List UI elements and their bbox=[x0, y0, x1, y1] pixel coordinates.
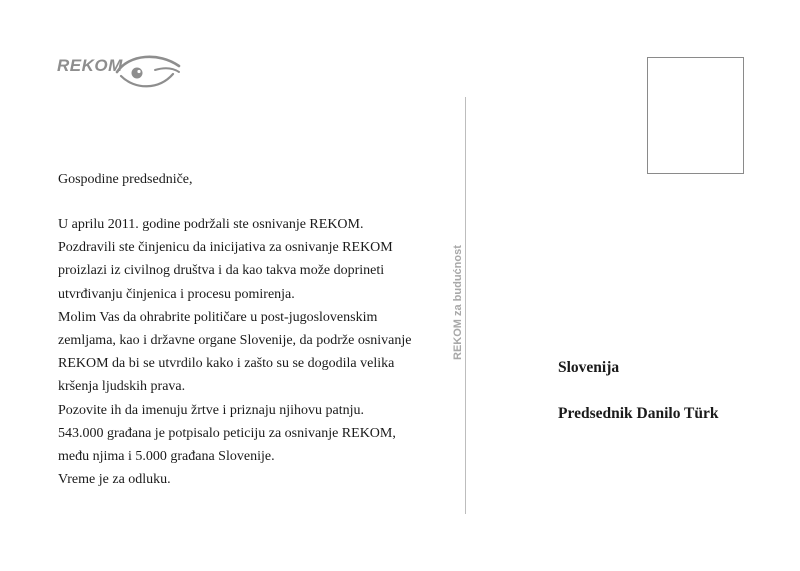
message-line: Pozovite ih da imenuju žrtve i priznaju njihovu patnju. bbox=[58, 402, 364, 418]
recipient-country: Slovenija bbox=[558, 359, 620, 376]
tagline: REKOM za budućnost bbox=[452, 245, 464, 360]
recipient-name: Predsednik Danilo Türk bbox=[558, 405, 719, 422]
greeting: Gospodine predsedniče, bbox=[58, 172, 193, 187]
stamp-box bbox=[647, 57, 744, 174]
logo-text: REKOM bbox=[57, 56, 123, 75]
message-line: Vreme je za odluku. bbox=[58, 472, 171, 488]
rekom-logo bbox=[57, 50, 181, 94]
eye-icon bbox=[115, 50, 181, 94]
message-line: zemljama, kao i državne organe Slovenije, da podrže osnivanje bbox=[58, 333, 412, 349]
message-line: među njima i 5.000 građana Slovenije. bbox=[58, 449, 275, 465]
message-line: U aprilu 2011. godine podržali ste osnivanje REKOM. bbox=[58, 217, 364, 232]
message-line: REKOM da bi se utvrdilo kako i zašto su se dogodila velika bbox=[58, 356, 395, 372]
message-line: Molim Vas da ohrabrite političare u post-jugoslovenskim bbox=[58, 309, 378, 325]
recipient-address bbox=[558, 359, 719, 423]
message-body bbox=[58, 213, 418, 491]
message-line: proizlazi iz civilnog društva i da kao takva može doprineti bbox=[58, 263, 385, 279]
message bbox=[58, 172, 418, 491]
message-line: Pozdravili ste činjenicu da inicijativa za osnivanje REKOM bbox=[58, 240, 393, 256]
divider bbox=[465, 97, 466, 514]
message-line: utvrđivanju činjenica i procesu pomirenja. bbox=[58, 286, 295, 302]
message-line: 543.000 građana je potpisalo peticiju za osnivanje REKOM, bbox=[58, 425, 396, 441]
message-line: kršenja ljudskih prava. bbox=[58, 379, 186, 395]
